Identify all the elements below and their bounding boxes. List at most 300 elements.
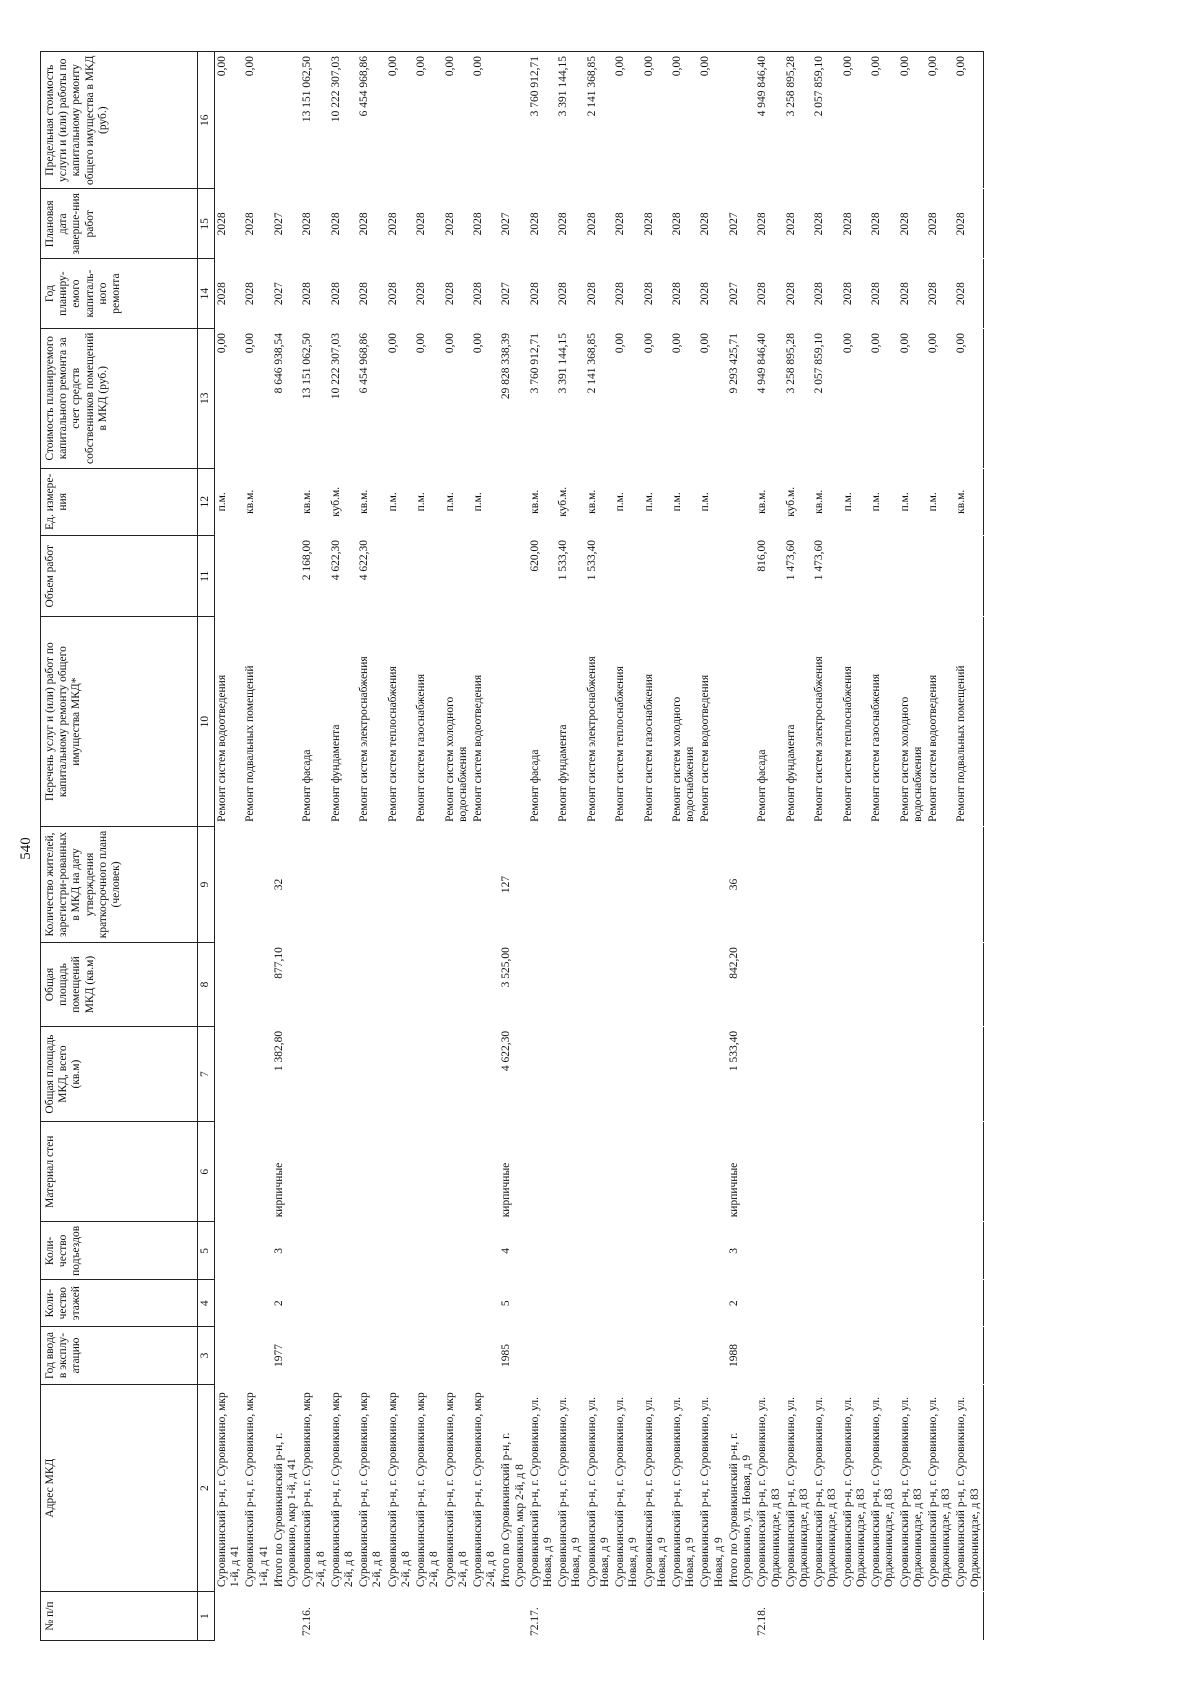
table-cell xyxy=(642,943,670,1027)
table-cell: 0,00 xyxy=(216,332,228,354)
table-cell xyxy=(841,826,869,942)
table-cell xyxy=(898,1122,926,1222)
table-cell: 0,00 xyxy=(415,56,428,77)
table-cell: 2028 xyxy=(756,212,769,236)
table-cell: Ремонт систем водоотведения xyxy=(699,674,712,822)
table-cell: 1985 xyxy=(500,1344,513,1368)
table-cell: 2028 xyxy=(415,212,428,236)
column-number: 2 xyxy=(198,1385,215,1592)
table-cell xyxy=(471,826,499,942)
table-cell: 5 xyxy=(500,1300,513,1307)
table-cell xyxy=(243,1222,271,1280)
table-cell: 2028 xyxy=(471,282,484,306)
table-cell: 0,00 xyxy=(926,332,939,354)
table-cell xyxy=(898,1280,926,1327)
table-cell: 2028 xyxy=(926,282,939,306)
table-cell xyxy=(784,1280,812,1327)
table-cell: 2 141 368,85 xyxy=(585,332,598,394)
table-cell: Суровикинский р-н, г. Суровикино, ул. Орджоникидзе, д 83 xyxy=(926,1397,953,1588)
table-cell: 2028 xyxy=(358,282,371,306)
table-cell: Суровикинский р-н, г. Суровикино, мкр 2-й, д 8 xyxy=(415,1392,441,1588)
column-number: 10 xyxy=(198,617,215,826)
table-row xyxy=(471,52,499,1641)
table-cell xyxy=(528,1222,556,1280)
table-cell: Ремонт подвальных помещений xyxy=(955,665,968,822)
table-row xyxy=(698,52,726,1641)
table-cell xyxy=(784,1026,812,1121)
table-cell: 2028 xyxy=(585,282,598,306)
table-cell: кв.м. xyxy=(813,489,826,514)
table-cell: 1 533,40 xyxy=(557,540,570,581)
column-number: 6 xyxy=(198,1122,215,1222)
table-cell: 2028 xyxy=(216,212,228,236)
column-header: Ед. измере-ния xyxy=(41,468,198,535)
table-cell xyxy=(329,1026,357,1121)
table-cell: 4 622,30 xyxy=(329,540,342,581)
table-cell: 2 xyxy=(272,1300,285,1307)
table-cell xyxy=(670,1122,698,1222)
table-cell xyxy=(471,536,499,617)
table-cell: 0,00 xyxy=(244,332,257,354)
table-cell xyxy=(841,1592,869,1641)
column-header: Материал стен xyxy=(41,1122,198,1222)
table-cell: 2028 xyxy=(585,212,598,236)
table-cell: Суровикинский р-н, г. Суровикино, мкр 1-й, д 41 xyxy=(244,1392,270,1588)
table-cell: куб.м. xyxy=(557,486,570,517)
table-cell: Ремонт систем электроснабжения xyxy=(358,656,371,822)
table-cell xyxy=(556,1122,584,1222)
table-row xyxy=(300,52,328,1641)
table-cell xyxy=(841,1326,869,1384)
column-header: Объем работ xyxy=(41,536,198,617)
table-cell: кв.м. xyxy=(756,489,769,514)
table-cell: 4 622,30 xyxy=(358,540,371,581)
table-row xyxy=(528,52,556,1641)
table-cell: 0,00 xyxy=(244,56,257,77)
table-cell xyxy=(528,1280,556,1327)
table-cell xyxy=(357,1222,385,1280)
table-cell: Ремонт систем электроснабжения xyxy=(813,656,826,822)
table-cell xyxy=(926,1222,954,1280)
table-cell: 2028 xyxy=(955,212,968,236)
table-cell xyxy=(443,1222,471,1280)
table-cell: Ремонт систем холодного водоснабжения xyxy=(898,696,924,822)
table-row xyxy=(841,52,869,1641)
table-cell xyxy=(642,1592,670,1641)
table-cell xyxy=(926,1122,954,1222)
table-cell: 2028 xyxy=(301,212,314,236)
table-cell xyxy=(414,536,442,617)
table-cell xyxy=(471,1326,499,1384)
table-cell: Суровикинский р-н, г. Суровикино, ул. Орджоникидзе, д 83 xyxy=(955,1397,981,1588)
table-cell: 0,00 xyxy=(386,56,399,77)
table-cell xyxy=(499,468,527,535)
table-cell: 2028 xyxy=(557,212,570,236)
table-cell: 2028 xyxy=(301,282,314,306)
table-cell xyxy=(898,1222,926,1280)
table-cell xyxy=(613,1592,641,1641)
column-header: № п/п xyxy=(41,1592,198,1641)
table-cell xyxy=(670,1026,698,1121)
table-cell: 32 xyxy=(272,878,285,891)
table-cell: 2028 xyxy=(955,282,968,306)
table-cell xyxy=(357,1326,385,1384)
table-cell xyxy=(414,1026,442,1121)
table-cell: Суровикинский р-н, г. Суровикино, ул. Новая, д 9 xyxy=(642,1397,668,1588)
table-cell: 0,00 xyxy=(443,332,456,354)
table-body xyxy=(215,52,984,1641)
table-cell xyxy=(585,1026,613,1121)
table-cell xyxy=(670,536,698,617)
table-cell xyxy=(869,1326,897,1384)
table-cell: 2028 xyxy=(244,282,257,306)
column-number: 3 xyxy=(198,1326,215,1384)
table-cell xyxy=(386,826,414,942)
table-cell xyxy=(642,826,670,942)
table-cell: 3 391 144,15 xyxy=(557,56,570,117)
table-cell xyxy=(386,1280,414,1327)
table-cell: Итого по Суровикинский р-н, г. Суровикино, мкр 1-й, д 41 xyxy=(272,1432,299,1588)
table-cell: Суровикинский р-н, г. Суровикино, ул. Новая, д 9 xyxy=(614,1397,640,1588)
column-header: Общая площадь помещений МКД (кв.м) xyxy=(41,943,198,1027)
table-cell xyxy=(215,1122,244,1222)
table-cell: 0,00 xyxy=(671,332,683,354)
table-cell: п.м. xyxy=(898,492,911,512)
table-cell xyxy=(898,1326,926,1384)
table-row xyxy=(357,52,385,1641)
table-cell: 0,00 xyxy=(671,56,683,77)
table-cell xyxy=(357,1122,385,1222)
table-cell xyxy=(329,1326,357,1384)
table-cell xyxy=(272,617,300,826)
table-cell: кв.м. xyxy=(955,489,968,514)
column-number: 4 xyxy=(198,1280,215,1327)
table-cell: Суровикинский р-н, г. Суровикино, ул. Новая, д 9 xyxy=(699,1397,725,1588)
table-cell: Ремонт фасада xyxy=(301,749,314,822)
table-cell xyxy=(499,536,527,617)
table-cell: Ремонт систем водоотведения xyxy=(216,674,228,822)
table-cell: 2028 xyxy=(415,282,428,306)
table-cell: 0,00 xyxy=(699,332,712,354)
table-cell xyxy=(471,1592,499,1641)
table-cell xyxy=(613,1122,641,1222)
table-cell: Суровикинский р-н, г. Суровикино, мкр 2-й, д 8 xyxy=(471,1392,498,1588)
table-cell: Суровикинский р-н, г. Суровикино, мкр 2-й, д 8 xyxy=(301,1392,327,1588)
table-cell: куб.м. xyxy=(784,486,797,517)
table-cell xyxy=(841,1026,869,1121)
table-cell: 2028 xyxy=(557,282,570,306)
table-cell xyxy=(471,943,499,1027)
table-cell xyxy=(755,1026,783,1121)
table-cell: 2028 xyxy=(614,212,627,236)
table-cell: 0,00 xyxy=(471,56,484,77)
table-cell: 3 525,00 xyxy=(500,947,513,988)
table-cell xyxy=(727,617,755,826)
table-cell: 1977 xyxy=(272,1344,285,1368)
table-cell xyxy=(471,1222,499,1280)
table-cell xyxy=(869,1592,897,1641)
table-cell: п.м. xyxy=(841,492,854,512)
table-cell: п.м. xyxy=(471,492,484,512)
table-cell: 2028 xyxy=(784,282,797,306)
table-cell xyxy=(443,1122,471,1222)
table-cell xyxy=(329,1122,357,1222)
table-cell xyxy=(357,826,385,942)
table-cell: 1 533,40 xyxy=(585,540,598,581)
table-cell: 2028 xyxy=(244,212,257,236)
table-cell xyxy=(954,1222,983,1280)
table-cell xyxy=(386,1326,414,1384)
table-cell: 2 141 368,85 xyxy=(585,56,598,117)
table-cell: кирпичные xyxy=(500,1162,513,1218)
table-row xyxy=(727,52,755,1641)
table-cell: 2028 xyxy=(699,282,712,306)
table-cell xyxy=(812,1122,840,1222)
table-cell xyxy=(812,1026,840,1121)
table-cell xyxy=(357,943,385,1027)
table-cell xyxy=(329,943,357,1027)
table-cell xyxy=(898,1592,926,1641)
table-cell xyxy=(443,943,471,1027)
column-header: Год планиру-емого капиталь-ного ремонта xyxy=(41,259,198,329)
table-cell: 1 533,40 xyxy=(727,1030,740,1072)
table-cell xyxy=(556,943,584,1027)
table-cell xyxy=(414,1592,442,1641)
column-number: 5 xyxy=(198,1222,215,1280)
table-cell: 2028 xyxy=(898,282,911,306)
table-cell: 3 xyxy=(272,1247,285,1254)
table-cell: 72.18. xyxy=(756,1607,769,1636)
column-header: Коли-чество подъездов xyxy=(41,1222,198,1280)
table-cell xyxy=(784,826,812,942)
table-cell xyxy=(784,1326,812,1384)
table-cell: 2027 xyxy=(727,282,740,306)
column-header: Количество жителей, зарегистри-рованных в МКД на дату утверждения краткосрочного плана (человек) xyxy=(41,826,198,942)
column-number: 15 xyxy=(198,189,215,259)
table-cell: кв.м. xyxy=(528,489,541,514)
table-header xyxy=(41,52,215,1641)
table-cell xyxy=(528,1326,556,1384)
table-row xyxy=(613,52,641,1641)
table-cell xyxy=(414,1222,442,1280)
table-cell xyxy=(243,1592,271,1641)
table-cell: Суровикинский р-н, г. Суровикино, мкр 1-й, д 41 xyxy=(216,1392,242,1588)
table-cell: Суровикинский р-н, г. Суровикино, ул. Новая, д 9 xyxy=(528,1397,555,1588)
table-cell xyxy=(556,1280,584,1327)
table-cell xyxy=(414,826,442,942)
table-cell: 2028 xyxy=(358,212,371,236)
table-cell xyxy=(812,1326,840,1384)
table-cell xyxy=(784,1222,812,1280)
table-cell: Суровикинский р-н, г. Суровикино, ул. Орджоникидзе, д 83 xyxy=(784,1397,810,1588)
page-number: 540 xyxy=(18,837,34,860)
table-cell: 0,00 xyxy=(898,332,911,354)
table-cell: 0,00 xyxy=(415,332,428,354)
table-cell xyxy=(784,1592,812,1641)
table-cell: Ремонт фундамента xyxy=(329,724,342,822)
table-cell: 2028 xyxy=(443,212,456,236)
table-cell xyxy=(329,1592,357,1641)
table-cell: п.м. xyxy=(671,492,683,512)
table-cell: 72.17. xyxy=(528,1607,541,1636)
table-cell: 0,00 xyxy=(471,332,484,354)
column-number: 16 xyxy=(198,52,215,189)
table-cell xyxy=(443,536,471,617)
table-cell: кв.м. xyxy=(358,489,371,514)
table-cell: Суровикинский р-н, г. Суровикино, ул. Новая, д 9 xyxy=(557,1397,583,1588)
table-cell xyxy=(556,1592,584,1641)
table-row xyxy=(784,52,812,1641)
table-row xyxy=(812,52,840,1641)
table-cell xyxy=(642,536,670,617)
table-cell xyxy=(585,1280,613,1327)
table-cell xyxy=(613,826,641,942)
table-cell: 2028 xyxy=(671,212,683,236)
table-cell xyxy=(300,1326,328,1384)
table-cell: 2028 xyxy=(841,212,854,236)
table-cell xyxy=(926,826,954,942)
column-number: 7 xyxy=(198,1026,215,1121)
table-cell xyxy=(954,1592,983,1641)
table-cell xyxy=(215,1326,244,1384)
table-cell: 620,00 xyxy=(528,540,541,572)
table-cell xyxy=(585,1592,613,1641)
table-cell: 4 949 846,40 xyxy=(756,332,769,394)
table-cell xyxy=(812,1222,840,1280)
table-cell xyxy=(556,1326,584,1384)
table-cell: 0,00 xyxy=(216,56,228,77)
table-cell: 0,00 xyxy=(898,56,911,77)
column-header: Коли-чество этажей xyxy=(41,1280,198,1327)
table-cell xyxy=(243,1326,271,1384)
table-cell: 2028 xyxy=(699,212,712,236)
table-cell: 2 057 859,10 xyxy=(813,56,826,117)
table-cell xyxy=(841,943,869,1027)
table-cell xyxy=(755,826,783,942)
table-cell: Ремонт систем холодного водоснабжения xyxy=(671,696,697,822)
table-row xyxy=(499,52,527,1641)
table-cell: 2028 xyxy=(329,282,342,306)
table-cell xyxy=(243,1122,271,1222)
table-cell xyxy=(471,1122,499,1222)
table-cell xyxy=(784,943,812,1027)
table-cell: 0,00 xyxy=(955,332,968,354)
table-cell: 2028 xyxy=(756,282,769,306)
table-cell xyxy=(443,1326,471,1384)
table-cell xyxy=(528,826,556,942)
column-header: Год ввода в эксплу-атацию xyxy=(41,1326,198,1384)
column-header: Стоимость планируемого капитального ремонта за счет средств собственников помещений в МКД (руб.) xyxy=(41,328,198,468)
column-number: 9 xyxy=(198,826,215,942)
table-cell xyxy=(926,1326,954,1384)
table-cell xyxy=(898,943,926,1027)
table-cell xyxy=(755,1326,783,1384)
table-cell xyxy=(613,1326,641,1384)
table-cell xyxy=(414,1122,442,1222)
table-cell: 2028 xyxy=(870,212,883,236)
table-cell xyxy=(556,826,584,942)
table-cell: 2028 xyxy=(642,282,655,306)
table-cell: 3 760 912,71 xyxy=(528,56,541,117)
table-cell: 1 473,60 xyxy=(813,540,826,581)
table-cell xyxy=(613,1026,641,1121)
table-row xyxy=(954,52,983,1641)
table-cell: 10 222 307,03 xyxy=(329,56,342,123)
table-cell: Ремонт фасада xyxy=(756,749,769,822)
table-cell: 0,00 xyxy=(841,332,854,354)
table-cell: 2027 xyxy=(272,282,285,306)
table-cell xyxy=(698,536,726,617)
table-cell: Суровикинский р-н, г. Суровикино, мкр 2-й, д 8 xyxy=(358,1392,384,1588)
table-cell: 4 xyxy=(500,1247,513,1254)
table-cell xyxy=(499,1592,527,1641)
table-cell: Ремонт систем газоснабжения xyxy=(870,673,883,822)
table-cell: п.м. xyxy=(870,492,883,512)
table-row xyxy=(926,52,954,1641)
table-cell xyxy=(698,1326,726,1384)
table-cell xyxy=(898,1026,926,1121)
table-cell xyxy=(755,1222,783,1280)
table-cell xyxy=(272,536,300,617)
table-cell: 2028 xyxy=(386,212,399,236)
table-cell xyxy=(755,943,783,1027)
table-cell xyxy=(613,1280,641,1327)
table-row xyxy=(670,52,698,1641)
table-cell xyxy=(869,1280,897,1327)
table-cell: 3 760 912,71 xyxy=(528,332,541,394)
table-cell xyxy=(443,1026,471,1121)
table-cell: 29 828 338,39 xyxy=(500,332,513,400)
table-cell xyxy=(727,536,755,617)
table-cell xyxy=(670,943,698,1027)
table-cell xyxy=(670,1280,698,1327)
table-cell xyxy=(812,826,840,942)
table-cell: Итого по Суровикинский р-н, г. Суровикино, мкр 2-й, д 8 xyxy=(500,1432,526,1588)
table-cell: 842,20 xyxy=(727,947,740,979)
table-cell: 2028 xyxy=(898,212,911,236)
table-cell xyxy=(642,1026,670,1121)
table-cell xyxy=(585,826,613,942)
table-cell xyxy=(329,1280,357,1327)
table-cell xyxy=(869,943,897,1027)
table-cell xyxy=(841,1122,869,1222)
table-cell xyxy=(329,826,357,942)
table-cell xyxy=(926,536,954,617)
table-cell xyxy=(869,1026,897,1121)
table-cell: кирпичные xyxy=(727,1162,740,1218)
table-cell xyxy=(812,1592,840,1641)
table-cell xyxy=(642,1326,670,1384)
table-cell xyxy=(243,826,271,942)
table-cell: кв.м. xyxy=(244,489,257,514)
table-cell: 2028 xyxy=(528,282,541,306)
table-cell xyxy=(243,943,271,1027)
table-cell xyxy=(954,943,983,1027)
table-cell xyxy=(727,1592,755,1641)
table-cell: 0,00 xyxy=(443,56,456,77)
table-cell xyxy=(898,536,926,617)
table-cell xyxy=(386,1026,414,1121)
table-cell xyxy=(528,1026,556,1121)
table-row xyxy=(272,52,300,1641)
table-cell xyxy=(556,1026,584,1121)
table-cell xyxy=(812,943,840,1027)
table-cell xyxy=(215,1222,244,1280)
table-cell: 2027 xyxy=(500,212,513,236)
table-cell: Суровикинский р-н, г. Суровикино, ул. Орджоникидзе, д 83 xyxy=(870,1397,896,1588)
table-cell: 2028 xyxy=(642,212,655,236)
table-cell xyxy=(869,1122,897,1222)
